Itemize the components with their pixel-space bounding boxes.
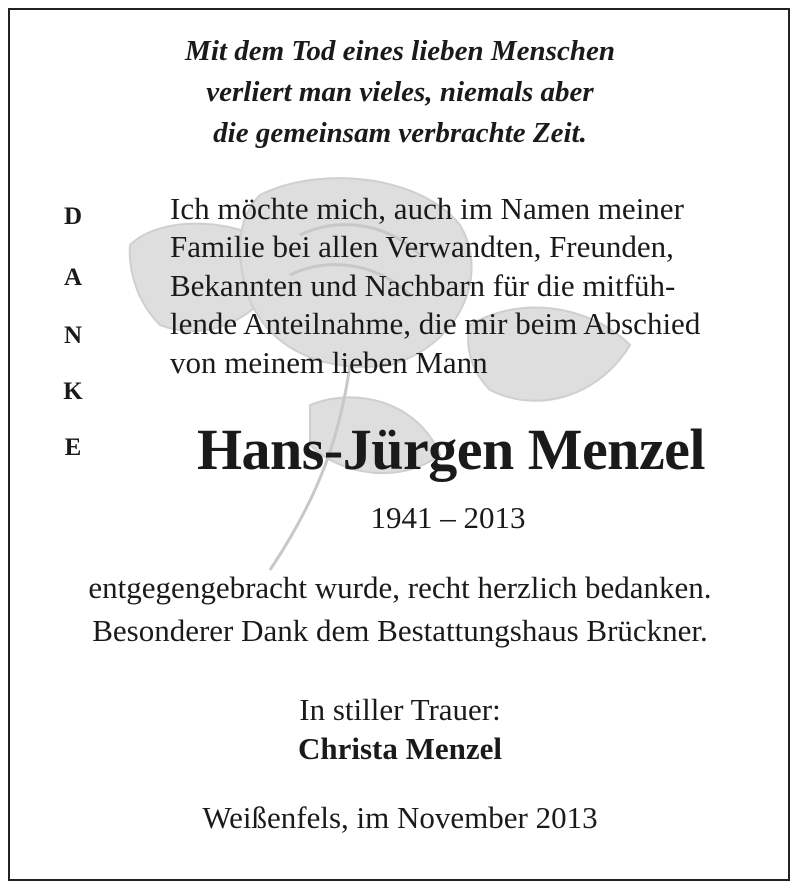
place-date: Weißenfels, im November 2013 <box>202 800 598 835</box>
closing-line-1: entgegengebracht wurde, recht herzlich bedanken. <box>88 570 712 605</box>
motto-line-3: die gemeinsam verbrachte Zeit. <box>213 117 587 149</box>
danke-letter-n: N <box>63 322 83 349</box>
danke-letter-d: D <box>63 203 83 230</box>
motto-line-2: verliert man vieles, niemals aber <box>206 76 594 108</box>
closing-line-2: Besonderer Dank dem Bestattungshaus Brückner. <box>92 613 708 648</box>
body-line-2: Familie bei allen Verwandten, Freunden, <box>170 229 674 264</box>
signature-intro: In stiller Trauer: <box>299 692 501 727</box>
signature-name: Christa Menzel <box>297 731 503 766</box>
body-line-1: Ich möchte mich, auch im Namen meiner <box>170 191 684 226</box>
danke-letter-a: A <box>63 264 83 291</box>
danke-letter-e: E <box>64 434 82 461</box>
life-years: 1941 – 2013 <box>370 500 526 535</box>
motto-line-1: Mit dem Tod eines lieben Menschen <box>185 35 615 67</box>
danke-letter-k: K <box>63 378 83 405</box>
deceased-name: Hans-Jürgen Menzel <box>196 417 706 482</box>
body-line-4: lende Anteilnahme, die mir beim Abschied <box>170 306 701 341</box>
body-line-3: Bekannten und Nachbarn für die mitfüh- <box>170 268 676 303</box>
body-line-5: von meinem lieben Mann <box>170 345 488 380</box>
